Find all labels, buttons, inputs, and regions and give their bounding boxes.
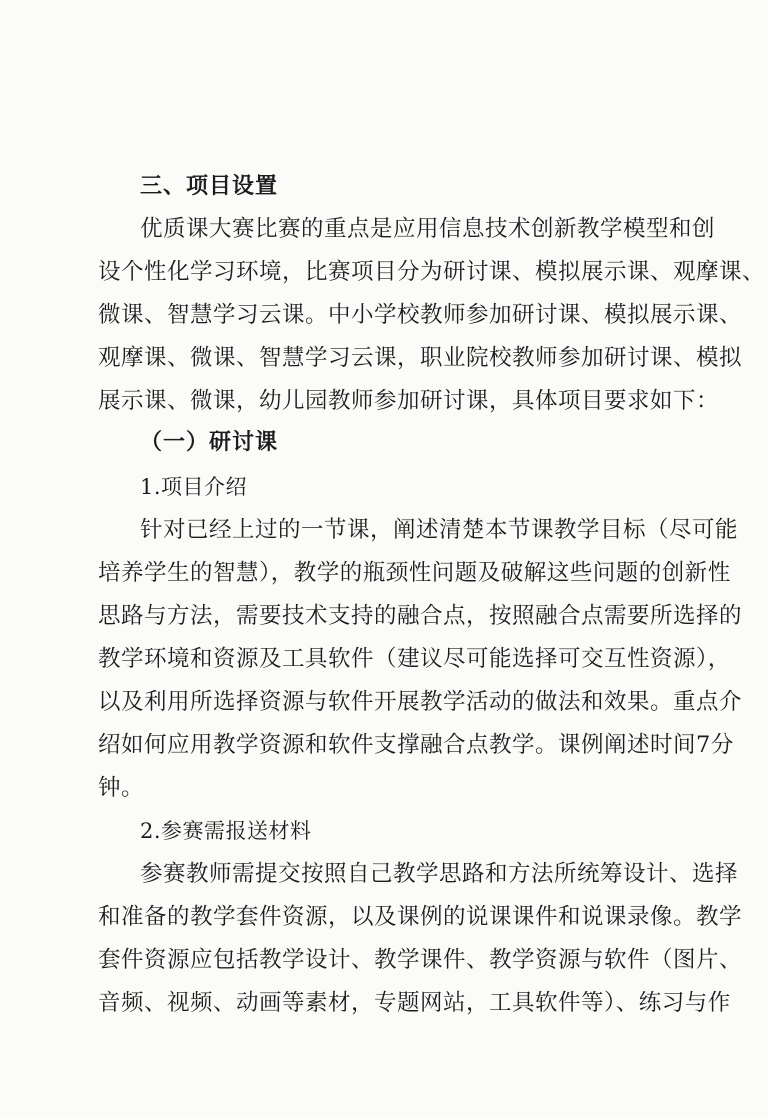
item-1-line: 思路与方法，需要技术支持的融合点，按照融合点需要所选择的 <box>98 603 743 629</box>
intro-line: 优质课大赛比赛的重点是应用信息技术创新教学模型和创 <box>140 216 716 242</box>
item-2-line: 音频、视频、动画等素材，专题网站，工具软件等）、练习与作 <box>98 990 731 1016</box>
item-1-title: 1.项目介绍 <box>140 475 248 499</box>
section-heading: 三、项目设置 <box>140 174 279 199</box>
item-1-line: 绍如何应用教学资源和软件支撑融合点教学。课例阐述时间7分 <box>98 732 734 758</box>
item-2-line: 和准备的教学套件资源，以及课例的说课课件和说课录像。教学 <box>98 904 743 930</box>
intro-line: 展示课、微课，幼儿园教师参加研讨课，具体项目要求如下： <box>98 388 720 414</box>
item-1-line: 以及利用所选择资源与软件开展教学活动的做法和效果。重点介 <box>98 689 743 715</box>
item-1-line: 教学环境和资源及工具软件（建议尽可能选择可交互性资源）， <box>98 646 731 672</box>
item-2-line: 套件资源应包括教学设计、教学课件、教学资源与软件（图片、 <box>98 947 743 973</box>
item-2-line: 参赛教师需提交按照自己教学思路和方法所统筹设计、选择 <box>140 861 739 887</box>
item-1-line: 针对已经上过的一节课，阐述清楚本节课教学目标（尽可能 <box>140 517 739 543</box>
intro-line: 设个性化学习环境，比赛项目分为研讨课、模拟展示课、观摩课、 <box>98 259 766 285</box>
intro-line: 微课、智慧学习云课。中小学校教师参加研讨课、模拟展示课、 <box>98 302 743 328</box>
item-1-line: 培养学生的智慧），教学的瓶颈性问题及破解这些问题的创新性 <box>98 560 731 586</box>
subsection-heading: （一）研讨课 <box>140 430 279 455</box>
intro-line: 观摩课、微课、智慧学习云课，职业院校教师参加研讨课、模拟 <box>98 345 743 371</box>
item-1-line: 钟。 <box>98 775 145 801</box>
item-2-title: 2.参赛需报送材料 <box>140 819 312 843</box>
